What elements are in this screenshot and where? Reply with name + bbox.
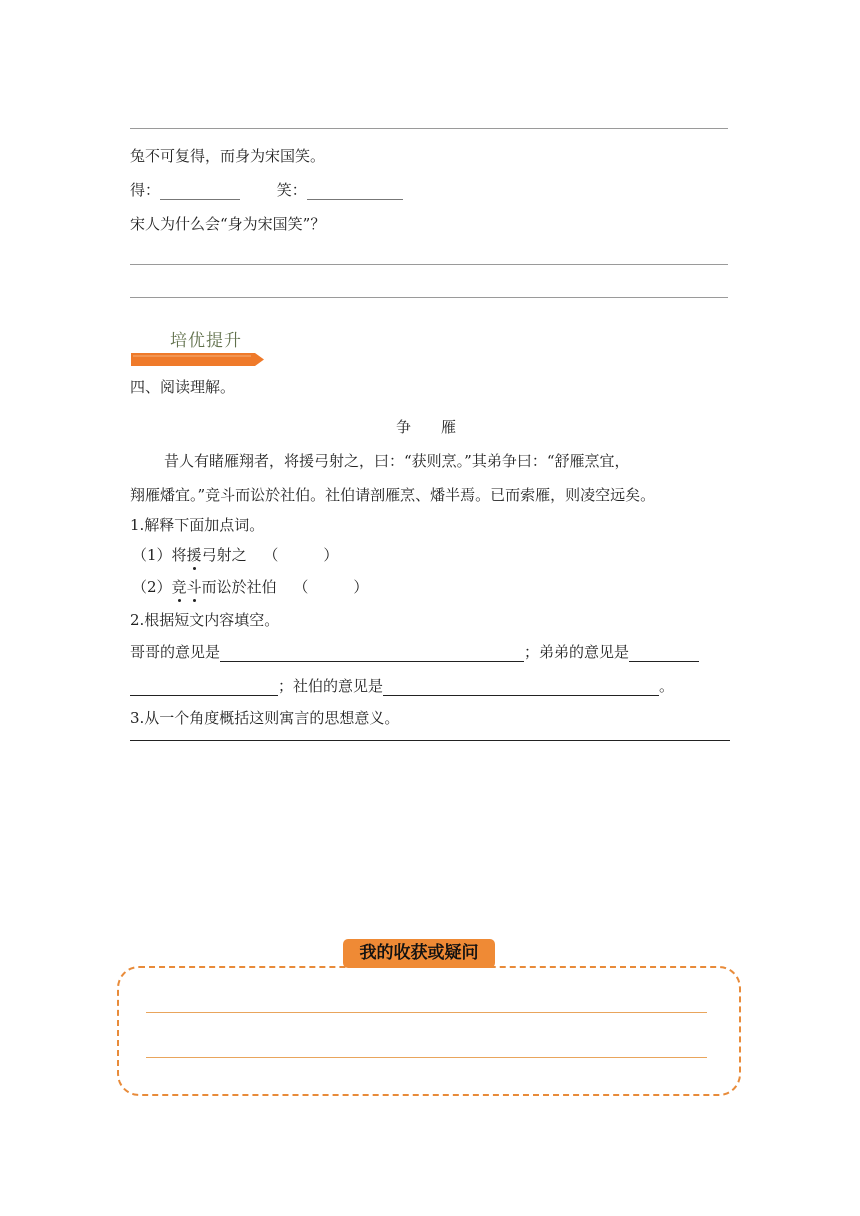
xiao-label: 笑：	[276, 181, 307, 199]
answer-line[interactable]	[130, 264, 728, 265]
de-label: 得：	[130, 181, 161, 199]
dotted-word: 竞	[171, 578, 187, 596]
answer-line[interactable]	[130, 740, 730, 741]
question-2-row-2: ；社伯的意见是 。	[130, 676, 674, 696]
dotted-word: 斗	[186, 578, 202, 596]
harvest-answer-line[interactable]	[146, 1012, 707, 1013]
passage-line-1: 昔人有睹雁翔者，将援弓射之，曰：“获则烹。”其弟争曰：“舒雁烹宜，	[164, 452, 630, 470]
xiao-answer-blank[interactable]	[307, 183, 403, 200]
younger-brother-opinion-blank[interactable]	[629, 645, 699, 662]
harvest-title: 我的收获或疑问	[343, 939, 495, 968]
passage-title-char2: 雁	[441, 418, 457, 436]
harvest-box	[117, 966, 741, 1096]
word-explain-row	[130, 180, 403, 200]
answer-paren[interactable]: （ ）	[293, 578, 369, 596]
harvest-answer-line[interactable]	[146, 1057, 707, 1058]
passage-title	[396, 417, 456, 437]
section-heading: 四、阅读理解。	[130, 378, 236, 396]
brother-opinion-blank[interactable]	[220, 645, 524, 662]
question-1: 1.解释下面加点词。	[130, 516, 265, 534]
passage-line-2: 翔雁燔宜。”竞斗而讼於社伯。社伯请剖雁烹、燔半焉。已而索雁，则凌空远矣。	[130, 486, 656, 504]
question-1-item-1: （1）将援弓射之 （ ）	[132, 546, 339, 564]
question-2: 2.根据短文内容填空。	[130, 611, 280, 629]
de-answer-blank[interactable]	[160, 183, 240, 200]
shebo-opinion-blank[interactable]	[383, 679, 659, 696]
dotted-word: 援	[186, 546, 202, 564]
answer-line[interactable]	[130, 297, 728, 298]
question-3: 3.从一个角度概括这则寓言的思想意义。	[130, 709, 400, 727]
classical-sentence: 兔不可复得，而身为宋国笑。	[130, 147, 326, 165]
younger-brother-opinion-blank-cont[interactable]	[130, 679, 278, 696]
question-text: 宋人为什么会“身为宋国笑”？	[130, 215, 326, 233]
passage-title-char1: 争	[396, 418, 412, 436]
banner-arrow-icon	[131, 352, 265, 367]
question-1-item-2: （2）竞斗而讼於社伯 （ ）	[132, 578, 369, 596]
answer-paren[interactable]: （ ）	[263, 546, 339, 564]
answer-line	[130, 128, 728, 129]
question-2-row-1: 哥哥的意见是 ；弟弟的意见是	[130, 642, 699, 662]
section-banner-title: 培优提升	[170, 331, 242, 351]
